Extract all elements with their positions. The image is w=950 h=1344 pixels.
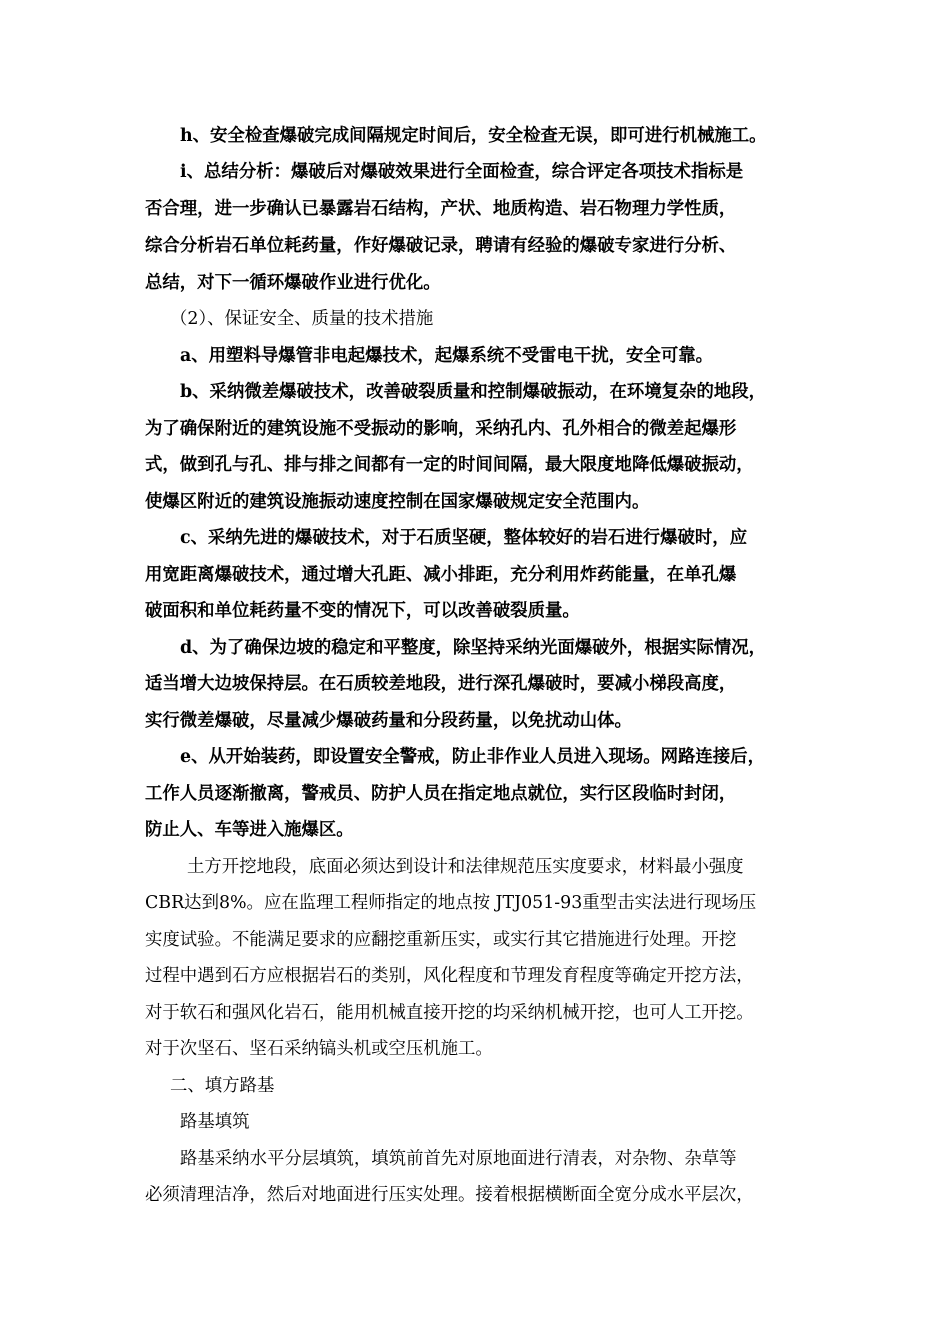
paragraph-line: 防止人、车等进入施爆区。 (145, 820, 354, 840)
paragraph-line: 为了确保附近的建筑设施不受振动的影响，采纳孔内、孔外相合的微差起爆形 (145, 419, 737, 439)
section-heading: （2）、保证安全、质量的技术措施 (170, 309, 434, 329)
paragraph-line: 过程中遇到石方应根据岩石的类别，风化程度和节理发育程度等确定开挖方法， (145, 966, 754, 986)
paragraph-line: 工作人员逐渐撤离，警戒员、防护人员在指定地点就位，实行区段临时封闭， (145, 784, 737, 804)
paragraph-line: 实行微差爆破，尽量减少爆破药量和分段药量，以免扰动山体。 (145, 711, 632, 731)
paragraph-line: CBR达到8%。应在监理工程师指定的地点按 JTJ051-93重型击实法进行现场压 (145, 893, 757, 913)
paragraph-line: i、总结分析：爆破后对爆破效果进行全面检查，综合评定各项技术指标是 (180, 162, 744, 182)
paragraph-line: 适当增大边坡保持层。在石质较差地段，进行深孔爆破时，要减小梯段高度， (145, 674, 737, 694)
paragraph-line: 土方开挖地段，底面必须达到设计和法律规范压实度要求，材料最小强度 (187, 857, 744, 877)
paragraph-line: 使爆区附近的建筑设施振动速度控制在国家爆破规定安全范围内。 (145, 492, 650, 512)
paragraph-line: 总结，对下一循环爆破作业进行优化。 (145, 273, 441, 293)
subsection-heading: 路基填筑 (180, 1112, 250, 1132)
paragraph-line: 实度试验。不能满足要求的应翻挖重新压实，或实行其它措施进行处理。开挖 (145, 930, 737, 950)
paragraph-line: 对于软石和强风化岩石，能用机械直接开挖的均采纳机械开挖，也可人工开挖。 (145, 1003, 754, 1023)
paragraph-line: a、用塑料导爆管非电起爆技术，起爆系统不受雷电干扰，安全可靠。 (180, 346, 713, 366)
paragraph-line: 破面积和单位耗药量不变的情况下，可以改善破裂质量。 (145, 601, 580, 621)
paragraph-line: d、为了确保边坡的稳定和平整度，除坚持采纳光面爆破外，根据实际情况， (180, 638, 767, 658)
paragraph-line: 必须清理洁净，然后对地面进行压实处理。接着根据横断面全宽分成水平层次， (145, 1185, 754, 1205)
paragraph-line: h、安全检查爆破完成间隔规定时间后，安全检查无误，即可进行机械施工。 (180, 126, 767, 146)
section-heading: 二、填方路基 (170, 1076, 275, 1096)
paragraph-line: b、采纳微差爆破技术，改善破裂质量和控制爆破振动，在环境复杂的地段， (180, 382, 767, 402)
paragraph-line: 否合理，进一步确认已暴露岩石结构，产状、地质构造、岩石物理力学性质， (145, 199, 737, 219)
paragraph-line: 式，做到孔与孔、排与排之间都有一定的时间间隔，最大限度地降低爆破振动， (145, 455, 754, 475)
paragraph-line: 综合分析岩石单位耗药量，作好爆破记录，聘请有经验的爆破专家进行分析、 (145, 236, 737, 256)
paragraph-line: 对于次坚石、坚石采纳镐头机或空压机施工。 (145, 1039, 493, 1059)
paragraph-line: 用宽距离爆破技术，通过增大孔距、减小排距，充分利用炸药能量，在单孔爆 (145, 565, 737, 585)
paragraph-line: c、采纳先进的爆破技术，对于石质坚硬，整体较好的岩石进行爆破时，应 (180, 528, 748, 548)
paragraph-line: e、从开始装药，即设置安全警戒，防止非作业人员进入现场。网路连接后， (180, 747, 765, 767)
paragraph-line: 路基采纳水平分层填筑，填筑前首先对原地面进行清表，对杂物、杂草等 (180, 1149, 737, 1169)
